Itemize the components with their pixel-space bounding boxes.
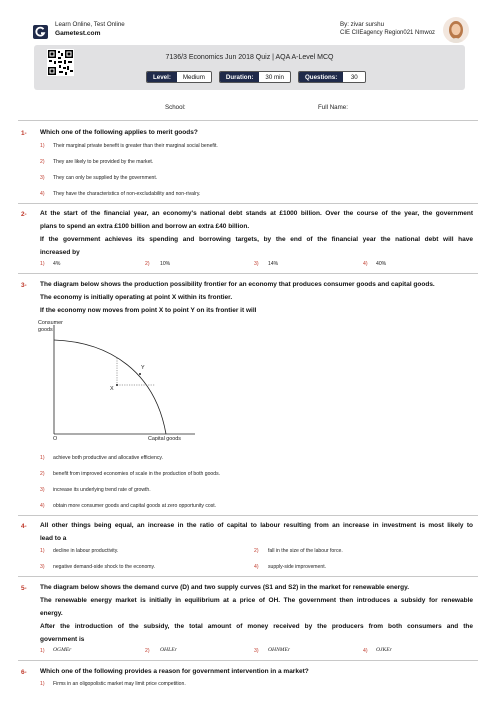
option-number: 2) [40, 159, 45, 165]
option-text[interactable]: 10% [160, 261, 171, 267]
option-number: 1) [40, 143, 45, 149]
brand-tagline: Learn Online, Test Online [55, 21, 125, 28]
option-number: 1) [40, 681, 45, 687]
duration-label: Duration: [220, 72, 260, 82]
question-text: After the introduction of the subsidy, the total amount of money received by the producers from both consumers and the [40, 623, 473, 630]
question-text: The renewable energy market is initially in equilibrium at a price of OH. The government then introduces a subsidy for renewable [40, 597, 473, 604]
option-number: 4) [40, 503, 45, 509]
option-number: 1) [40, 548, 45, 554]
option-text[interactable]: achieve both productive and allocative efficiency. [53, 455, 163, 461]
brand-site: Gametest.com [55, 30, 101, 37]
option-number: 3) [40, 564, 45, 570]
option-text[interactable]: fall in the size of the labour force. [268, 548, 343, 554]
question-text: The diagram below shows the production possibility frontier for an economy that produces consumer goods and capital goods. [40, 281, 435, 288]
origin-label: O [53, 436, 58, 442]
option-text[interactable]: decline in labour productivity. [53, 548, 119, 554]
option-text[interactable]: OHNMEr [268, 647, 291, 653]
option-text[interactable]: OJKEr [376, 647, 392, 653]
option-number: 4) [254, 564, 259, 570]
option-number: 2) [254, 548, 259, 554]
y-axis-label: Consumer [38, 320, 63, 326]
questions-pill [298, 71, 366, 83]
question-number: 5- [21, 585, 27, 592]
option-text[interactable]: 14% [268, 261, 279, 267]
point-x-label: X [110, 386, 114, 392]
option-text[interactable]: Firms in an oligopolistic market may limit price competition. [53, 681, 186, 687]
question-number: 1- [21, 130, 27, 137]
divider [18, 660, 478, 661]
level-pill [146, 71, 212, 83]
duration-value: 30 min [259, 72, 290, 82]
quiz-meta [146, 71, 366, 83]
option-number: 2) [145, 261, 150, 267]
option-number: 3) [40, 175, 45, 181]
y-axis-label: goods [38, 327, 53, 333]
ppf-graph [40, 322, 200, 448]
option-text[interactable]: They have the characteristics of non-excludability and non-rivalry. [53, 191, 201, 197]
question-text: plans to spend an extra £100 billion and borrow an extra £40 billion. [40, 223, 250, 230]
option-number: 3) [254, 261, 259, 267]
point-y-marker [139, 373, 141, 375]
divider [18, 203, 478, 204]
school-field-label: School: [165, 104, 186, 111]
question-number: 4- [21, 523, 27, 530]
questions-label: Questions: [299, 72, 343, 82]
question-text: increased by [40, 249, 80, 256]
option-text[interactable]: negative demand-side shock to the economy. [53, 564, 156, 570]
question-text: If the economy now moves from point X to point Y on its frontier it will [40, 307, 257, 314]
question-number: 2- [21, 211, 27, 218]
questions-value: 30 [343, 72, 365, 82]
option-text[interactable]: They can only be supplied by the government. [53, 175, 158, 181]
author-name: By: zivar surshu [340, 21, 385, 28]
avatar [443, 17, 469, 43]
question-text: energy. [40, 610, 63, 617]
divider [18, 576, 478, 577]
option-text[interactable]: 4% [53, 261, 61, 267]
ppf-diagram [40, 322, 200, 448]
x-axis-label: Capital goods [148, 436, 181, 442]
option-number: 1) [40, 648, 45, 654]
option-number: 4) [363, 648, 368, 654]
divider [18, 515, 478, 516]
level-value: Medium [177, 72, 211, 82]
option-number: 1) [40, 455, 45, 461]
question-text: lead to a [40, 535, 67, 542]
option-text[interactable]: 40% [376, 261, 387, 267]
option-text[interactable]: supply-side improvement. [268, 564, 327, 570]
option-number: 3) [40, 487, 45, 493]
option-number: 2) [145, 648, 150, 654]
option-number: 4) [363, 261, 368, 267]
point-x-marker [116, 384, 118, 386]
option-number: 3) [254, 648, 259, 654]
question-text: Which one of the following provides a reason for government intervention in a market? [40, 668, 309, 675]
option-number: 4) [40, 191, 45, 197]
option-text[interactable]: obtain more consumer goods and capital goods at zero opportunity cost. [53, 503, 217, 509]
question-number: 6- [21, 669, 27, 676]
divider [18, 120, 478, 121]
option-number: 1) [40, 261, 45, 267]
question-text: government is [40, 636, 85, 643]
option-text[interactable]: They are likely to be provided by the market. [53, 159, 154, 165]
fullname-field-label: Full Name: [318, 104, 348, 111]
question-text: The diagram below shows the demand curve (D) and two supply curves (S1 and S2) in the market for renewable energy. [40, 584, 410, 591]
level-label: Level: [147, 72, 177, 82]
point-y-label: Y [141, 365, 145, 371]
option-text[interactable]: OHLEr [160, 647, 177, 653]
question-text: All other things being equal, an increase in the ratio of capital to labour resulting from an increase in investment is most likely to [40, 522, 473, 529]
quiz-title: 7136/3 Economics Jun 2018 Quiz | AQA A-Level MCQ [165, 54, 334, 61]
question-text: The economy is initially operating at point X within its frontier. [40, 294, 233, 301]
question-number: 3- [21, 282, 27, 289]
page-header [0, 0, 496, 46]
gametest-logo-icon [33, 25, 48, 39]
quiz-title-bar [34, 45, 465, 90]
question-text: Which one of the following applies to merit goods? [40, 129, 198, 136]
duration-pill [219, 71, 291, 83]
option-number: 2) [40, 471, 45, 477]
question-text: If the government achieves its spending and borrowing targets, by the end of the financial year the national debt will have [40, 236, 473, 243]
author-org: CIE CIIEagency Region021 Nmwoz [340, 30, 436, 36]
option-text[interactable]: benefit from improved economies of scale in the production of both goods. [53, 471, 221, 477]
option-text[interactable]: increase its underlying trend rate of growth. [53, 487, 151, 493]
divider [18, 273, 478, 274]
question-text: At the start of the financial year, an economy's national debt stands at £1000 billion. Over the course of the year, the government [40, 210, 473, 217]
option-text[interactable]: OGMEr [53, 647, 72, 653]
option-text[interactable]: Their marginal private benefit is greater than their marginal social benefit. [53, 143, 218, 149]
